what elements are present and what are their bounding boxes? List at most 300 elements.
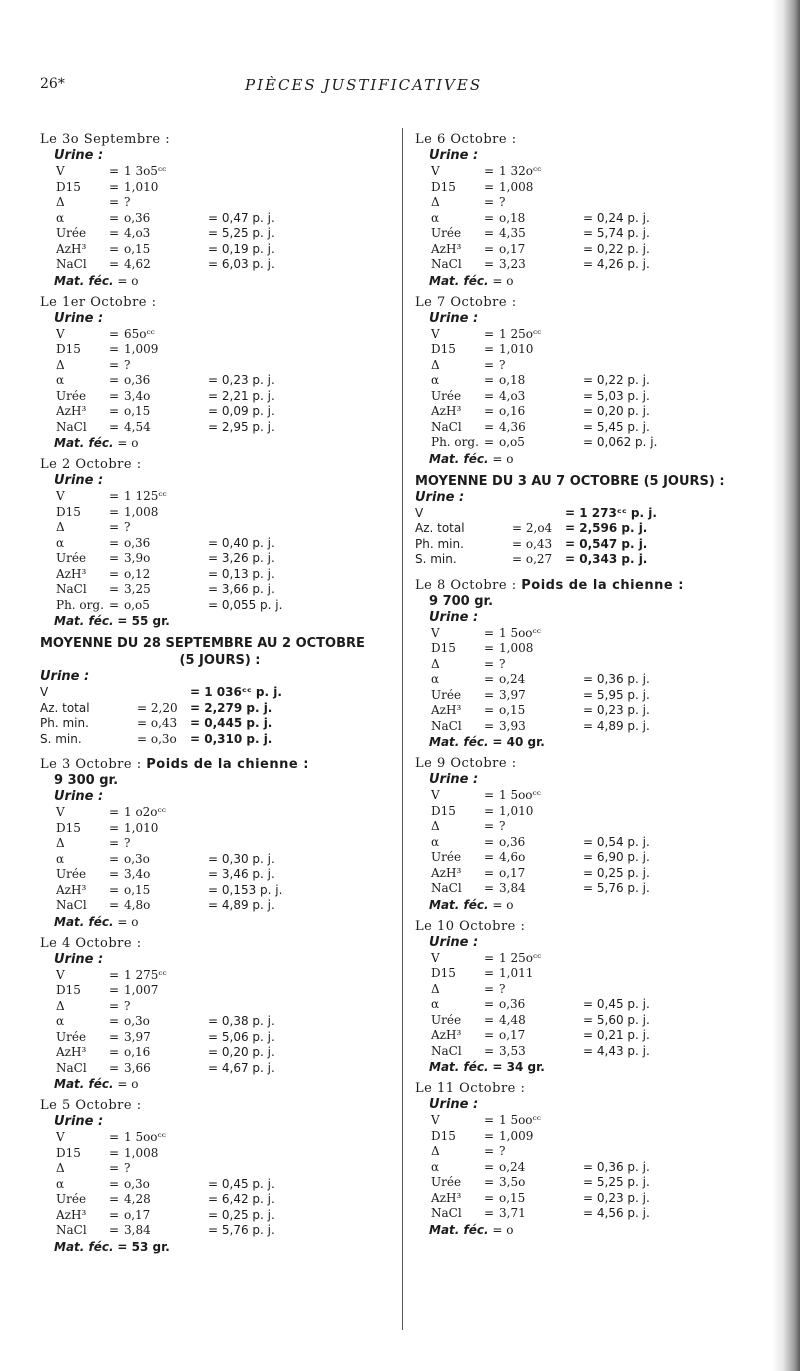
fecal-matter-label: Mat. féc.	[429, 451, 489, 466]
fecal-matter-line	[40, 273, 400, 289]
fecal-matter-value: = o	[117, 436, 139, 450]
row-label: Urée	[56, 551, 87, 565]
urine-label: Urine :	[54, 148, 104, 163]
row-value: o,36	[124, 535, 151, 550]
row-label: AzH³	[431, 703, 462, 717]
measurement-row	[40, 1130, 400, 1146]
measurement-row	[415, 342, 775, 358]
day-entry	[415, 919, 775, 1076]
row-label: Urée	[56, 1029, 87, 1044]
row-label: AzH³	[431, 865, 462, 880]
measurement-row	[40, 898, 400, 914]
row-value: o,15	[499, 1190, 526, 1205]
measurement-row	[415, 164, 775, 180]
row-result: = 0,22 p. j.	[583, 241, 650, 256]
equals-sign: =	[484, 435, 495, 449]
entry-title	[415, 1081, 775, 1097]
equals-sign: =	[484, 179, 495, 194]
row-label: NaCl	[431, 1206, 462, 1220]
entry-title	[40, 936, 400, 952]
row-result: = 0,310 p. j.	[190, 731, 273, 746]
equals-sign: =	[109, 388, 120, 403]
equals-sign: =	[109, 851, 120, 866]
equals-sign: =	[484, 342, 495, 356]
row-value: o,17	[499, 865, 526, 880]
fecal-matter-value: = o	[492, 273, 514, 288]
row-label: V	[431, 625, 440, 640]
measurement-row	[415, 881, 775, 897]
row-label: α	[56, 535, 65, 550]
row-label: D15	[56, 983, 81, 997]
dog-weight-value: 9 700 gr.	[429, 593, 494, 609]
urine-label: Urine :	[40, 669, 90, 684]
row-label: Δ	[56, 195, 65, 209]
measurement-row	[415, 688, 775, 704]
row-label: NaCl	[56, 1223, 87, 1237]
row-value: o,36	[124, 373, 151, 387]
equals-sign: =	[484, 850, 495, 864]
fecal-matter-line	[415, 1059, 775, 1075]
measurement-row	[415, 951, 775, 967]
row-value: 3,97	[499, 687, 526, 702]
equals-sign: =	[109, 820, 120, 835]
row-label: NaCl	[56, 419, 87, 434]
measurement-row	[415, 982, 775, 998]
row-value: o,17	[499, 241, 526, 256]
equals-sign: =	[484, 1175, 495, 1189]
equals-sign: =	[484, 997, 495, 1011]
row-label: V	[56, 805, 65, 819]
day-entry	[415, 578, 775, 751]
dog-weight-note: Poids de la chienne :	[146, 757, 309, 772]
fecal-matter-value: = o	[492, 1222, 514, 1237]
row-result: = 4,67 p. j.	[208, 1060, 275, 1075]
equals-sign: =	[109, 582, 120, 596]
row-value: 1,008	[499, 179, 534, 194]
row-label: Δ	[431, 656, 440, 671]
equals-sign: =	[109, 226, 120, 240]
measurement-row	[40, 1061, 400, 1077]
fecal-matter-label: Mat. féc.	[54, 1077, 114, 1091]
entry-title	[415, 578, 775, 594]
row-label: Urée	[56, 1192, 87, 1206]
row-value: o,17	[124, 1207, 151, 1222]
row-label: V	[56, 326, 65, 341]
entry-title	[40, 457, 400, 473]
row-value: 3,84	[499, 881, 526, 895]
measurement-row	[415, 850, 775, 866]
row-result: = 5,45 p. j.	[583, 419, 650, 434]
urine-label: Urine :	[429, 609, 479, 625]
measurement-row	[415, 966, 775, 982]
row-value: 4,36	[499, 419, 526, 434]
row-label: Δ	[56, 520, 65, 534]
equals-sign: =	[484, 210, 495, 225]
equals-sign: =	[109, 566, 120, 581]
equals-sign: =	[109, 1223, 120, 1237]
measurement-row	[415, 1028, 775, 1044]
fecal-matter-label: Mat. féc.	[54, 273, 114, 288]
measurement-row	[40, 567, 400, 583]
row-result: = 1 273ᶜᶜ p. j.	[565, 505, 657, 520]
row-label: Az. total	[415, 521, 465, 535]
equals-sign: =	[484, 1012, 495, 1027]
entry-title	[415, 295, 775, 311]
measurement-row	[415, 1013, 775, 1029]
page-header	[0, 76, 800, 100]
row-label: AzH³	[431, 1190, 462, 1205]
row-result: = 0,23 p. j.	[583, 1190, 650, 1205]
measurement-row	[40, 420, 400, 436]
urine-label: Urine :	[54, 1114, 104, 1129]
row-result: = 0,13 p. j.	[208, 566, 275, 581]
measurement-row	[40, 999, 400, 1015]
entry-date: Le 1er Octobre :	[40, 294, 157, 310]
equals-sign: =	[109, 241, 120, 256]
measurement-row	[415, 835, 775, 851]
row-label: AzH³	[56, 1207, 87, 1222]
row-value: o,3o	[124, 1176, 150, 1191]
measurement-row	[415, 1113, 775, 1129]
equals-sign: =	[109, 867, 120, 881]
measurement-row	[40, 180, 400, 196]
row-label: α	[431, 997, 440, 1011]
row-value: 1,008	[124, 504, 159, 519]
equals-sign: =	[109, 1207, 120, 1222]
row-value: 3,9o	[124, 551, 151, 565]
row-value: 3,53	[499, 1043, 526, 1058]
fecal-matter-value: = o	[117, 1077, 139, 1091]
row-value: 1,010	[124, 179, 159, 194]
row-value: ?	[499, 195, 506, 209]
row-label: D15	[431, 966, 456, 980]
measurement-row	[40, 211, 400, 227]
measurement-row	[415, 195, 775, 211]
row-label: Δ	[431, 357, 440, 372]
measurement-row	[40, 1146, 400, 1162]
equals-sign: =	[484, 881, 495, 895]
urine-label: Urine :	[54, 789, 104, 804]
day-entry	[415, 756, 775, 913]
row-label: D15	[431, 1128, 456, 1143]
row-result: = 0,45 p. j.	[583, 997, 650, 1011]
row-value: 3,23	[499, 257, 526, 271]
equals-sign: =	[109, 489, 120, 503]
equals-sign: =	[484, 966, 495, 980]
equals-sign: =	[484, 1113, 495, 1127]
row-label: D15	[431, 803, 456, 818]
row-result: = 3,26 p. j.	[208, 551, 275, 565]
row-result: = 5,76 p. j.	[583, 881, 650, 895]
equals-sign: =	[484, 981, 495, 996]
row-value: o,12	[124, 566, 151, 581]
row-value: 4,54	[124, 419, 151, 434]
average-row	[40, 685, 400, 701]
row-result: = 6,42 p. j.	[208, 1192, 275, 1206]
equals-sign: =	[109, 357, 120, 372]
row-label: Δ	[431, 1144, 440, 1158]
equals-sign: =	[109, 836, 120, 850]
right-column	[415, 132, 775, 1244]
entry-date: Le 5 Octobre :	[40, 1098, 142, 1113]
row-result: = 5,25 p. j.	[208, 226, 275, 240]
row-label: NaCl	[431, 419, 462, 434]
average-subtitle: (5 JOURS) :	[179, 653, 261, 668]
equals-sign: =	[484, 718, 495, 733]
fecal-matter-label: Mat. féc.	[54, 436, 114, 450]
day-entry	[415, 295, 775, 467]
fecal-matter-line	[40, 435, 400, 451]
measurement-row	[415, 1144, 775, 1160]
measurement-row	[40, 1192, 400, 1208]
row-result: = 4,89 p. j.	[583, 718, 650, 733]
row-label: α	[56, 1014, 65, 1028]
urine-label: Urine :	[54, 310, 104, 326]
fecal-matter-value: = 40 gr.	[492, 735, 545, 749]
dog-weight-value: 9 300 gr.	[54, 773, 119, 788]
measurement-row	[415, 420, 775, 436]
row-result: = 5,74 p. j.	[583, 226, 650, 240]
row-result: = 0,19 p. j.	[208, 241, 275, 256]
equals-sign: =	[109, 1130, 120, 1144]
day-entry	[40, 757, 400, 930]
equals-sign: =	[484, 226, 495, 240]
measurement-row	[415, 180, 775, 196]
row-value: o,16	[499, 404, 526, 418]
row-value: 1 125ᶜᶜ	[124, 489, 167, 503]
urine-label: Urine :	[54, 951, 104, 967]
urine-label: Urine :	[415, 489, 465, 505]
row-label: Δ	[431, 981, 440, 996]
measurement-row	[415, 242, 775, 258]
row-value: o,16	[124, 1045, 151, 1059]
row-label: NaCl	[56, 257, 87, 271]
measurement-row	[40, 164, 400, 180]
equals-sign: =	[484, 404, 495, 418]
average-block	[415, 473, 775, 568]
measurement-row	[415, 626, 775, 642]
row-label: α	[56, 851, 65, 866]
row-value: ?	[124, 998, 131, 1013]
equals-sign: =	[484, 1190, 495, 1205]
measurement-row	[415, 1175, 775, 1191]
equals-sign: =	[109, 535, 120, 550]
row-value: = o,43	[512, 536, 553, 551]
row-value: 1 o2oᶜᶜ	[124, 805, 166, 819]
entry-date: Le 9 Octobre :	[415, 756, 517, 771]
left-column	[40, 132, 400, 1261]
row-label: α	[431, 834, 440, 849]
measurement-row	[40, 520, 400, 536]
row-label: V	[431, 788, 440, 802]
equals-sign: =	[109, 342, 120, 356]
measurement-row	[40, 968, 400, 984]
row-label: D15	[431, 342, 456, 356]
measurement-row	[415, 327, 775, 343]
row-result: = 0,23 p. j.	[208, 373, 275, 387]
measurement-row	[415, 1206, 775, 1222]
row-label: α	[431, 210, 440, 225]
fecal-matter-value: = 55 gr.	[117, 614, 170, 628]
row-result: = 0,547 p. j.	[565, 536, 648, 551]
row-value: 3,71	[499, 1206, 526, 1220]
measurement-row	[40, 1014, 400, 1030]
row-label: AzH³	[56, 1045, 87, 1059]
measurement-row	[40, 598, 400, 614]
row-result: = 0,22 p. j.	[583, 373, 650, 387]
equals-sign: =	[484, 326, 495, 341]
entry-date: Le 7 Octobre :	[415, 294, 517, 310]
measurement-row	[40, 489, 400, 505]
row-label: NaCl	[431, 1043, 462, 1058]
day-entry	[40, 295, 400, 452]
row-label: Ph. org.	[56, 597, 104, 612]
entry-date: Le 8 Octobre :	[415, 577, 517, 593]
row-value: 1 32oᶜᶜ	[499, 164, 542, 178]
row-result: = 0,21 p. j.	[583, 1028, 650, 1042]
average-row	[40, 701, 400, 717]
row-label: Urée	[431, 388, 462, 403]
equals-sign: =	[109, 1029, 120, 1044]
equals-sign: =	[484, 1128, 495, 1143]
fecal-matter-label: Mat. féc.	[54, 614, 114, 628]
row-label: Δ	[56, 1161, 65, 1175]
measurement-row	[40, 358, 400, 374]
measurement-row	[40, 1177, 400, 1193]
entry-date: Le 11 Octobre :	[415, 1081, 526, 1096]
measurement-row	[415, 641, 775, 657]
measurement-row	[40, 805, 400, 821]
equals-sign: =	[484, 703, 495, 717]
equals-sign: =	[484, 1043, 495, 1058]
entry-date: Le 10 Octobre :	[415, 918, 526, 934]
row-value: 1,010	[124, 820, 159, 835]
urine-label: Urine :	[54, 473, 104, 488]
equals-sign: =	[109, 551, 120, 565]
row-result: = 0,25 p. j.	[208, 1207, 275, 1222]
row-result: = 0,445 p. j.	[190, 716, 273, 730]
average-row	[415, 537, 775, 553]
entry-title	[40, 132, 400, 148]
row-value: o,15	[499, 703, 526, 717]
equals-sign: =	[109, 195, 120, 209]
equals-sign: =	[109, 1045, 120, 1059]
entry-date: Le 4 Octobre :	[40, 935, 142, 951]
urine-label: Urine :	[429, 1097, 479, 1112]
row-value: o,36	[499, 997, 526, 1011]
row-result: = 5,60 p. j.	[583, 1012, 650, 1027]
row-result: = 0,20 p. j.	[583, 404, 650, 418]
row-label: NaCl	[56, 582, 87, 596]
row-value: ?	[124, 195, 131, 209]
entry-title	[415, 756, 775, 772]
entry-date: Le 3 Octobre :	[40, 757, 142, 772]
fecal-matter-line	[415, 451, 775, 467]
row-label: α	[56, 373, 65, 387]
measurement-row	[40, 1045, 400, 1061]
row-value: 3,93	[499, 718, 526, 733]
urine-label: Urine :	[429, 934, 479, 950]
measurement-row	[40, 1208, 400, 1224]
dog-weight-note: Poids de la chienne :	[521, 577, 684, 593]
row-result: = 6,90 p. j.	[583, 850, 650, 864]
average-block	[40, 635, 400, 747]
row-result: = 4,56 p. j.	[583, 1206, 650, 1220]
row-value: ?	[124, 357, 131, 372]
measurement-row	[415, 373, 775, 389]
row-value: = o,3o	[137, 731, 177, 746]
row-label: D15	[431, 641, 456, 655]
equals-sign: =	[484, 419, 495, 434]
row-label: D15	[56, 504, 81, 519]
row-result: = 0,45 p. j.	[208, 1176, 275, 1191]
row-value: 1,011	[499, 966, 534, 980]
equals-sign: =	[484, 195, 495, 209]
row-value: o,3o	[124, 1014, 150, 1028]
equals-sign: =	[109, 210, 120, 225]
measurement-row	[415, 703, 775, 719]
row-label: V	[56, 967, 65, 982]
entry-title	[40, 295, 400, 311]
row-result: = 1 036ᶜᶜ p. j.	[190, 685, 282, 699]
row-value: ?	[124, 836, 131, 850]
equals-sign: =	[484, 788, 495, 802]
row-value: 3,5o	[499, 1175, 526, 1189]
equals-sign: =	[484, 1159, 495, 1174]
equals-sign: =	[109, 983, 120, 997]
measurement-row	[415, 788, 775, 804]
measurement-row	[40, 1223, 400, 1239]
fecal-matter-line	[40, 613, 400, 629]
row-label: D15	[56, 1145, 81, 1160]
row-result: = 2,95 p. j.	[208, 419, 275, 434]
measurement-row	[415, 435, 775, 451]
equals-sign: =	[109, 998, 120, 1013]
entry-date: Le 6 Octobre :	[415, 132, 517, 147]
row-value: 1 5ooᶜᶜ	[124, 1130, 166, 1144]
equals-sign: =	[484, 388, 495, 403]
row-label: NaCl	[56, 898, 87, 912]
row-result: = 3,66 p. j.	[208, 582, 275, 596]
measurement-row	[40, 836, 400, 852]
row-label: α	[431, 672, 440, 686]
row-label: D15	[56, 820, 81, 835]
row-value: 4,6o	[499, 850, 526, 864]
fecal-matter-line	[415, 897, 775, 913]
row-label: Urée	[431, 687, 462, 702]
row-value: 1,009	[124, 342, 159, 356]
row-result: = 4,89 p. j.	[208, 898, 275, 912]
row-label: Urée	[431, 1175, 462, 1189]
fecal-matter-label: Mat. féc.	[429, 735, 489, 749]
average-row	[415, 506, 775, 522]
measurement-row	[40, 983, 400, 999]
row-value: 4,28	[124, 1192, 151, 1206]
row-value: 1 5ooᶜᶜ	[499, 788, 541, 802]
measurement-row	[40, 821, 400, 837]
row-label: NaCl	[431, 718, 462, 733]
row-label: Ph. org.	[431, 435, 479, 449]
row-result: = 6,03 p. j.	[208, 257, 275, 271]
equals-sign: =	[484, 819, 495, 833]
average-title: MOYENNE DU 28 SEPTEMBRE AU 2 OCTOBRE	[40, 636, 365, 651]
fecal-matter-value: = 34 gr.	[492, 1060, 545, 1074]
row-value: ?	[499, 656, 506, 671]
measurement-row	[40, 195, 400, 211]
row-label: NaCl	[431, 881, 462, 895]
average-row	[40, 716, 400, 732]
measurement-row	[40, 1030, 400, 1046]
